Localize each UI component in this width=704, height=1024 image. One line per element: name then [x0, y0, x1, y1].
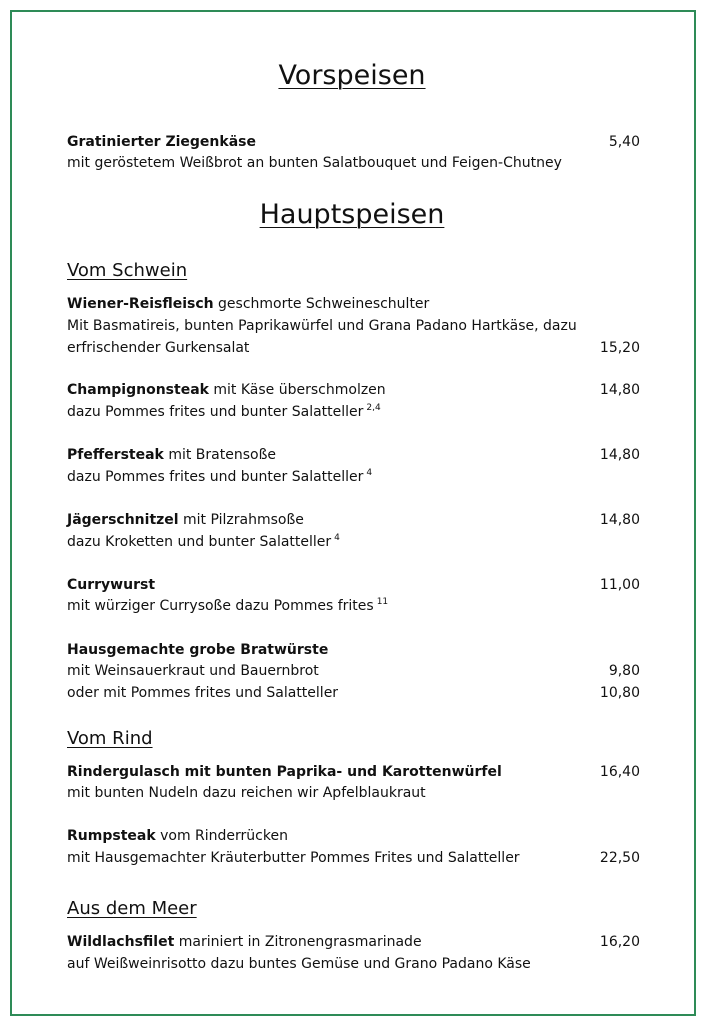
item-description: oder mit Pommes frites und Salatteller 10,80: [67, 685, 640, 701]
item-price: 16,20: [599, 934, 640, 950]
item-price: 16,40: [599, 764, 640, 780]
item-description: dazu Kroketten und bunter Salatteller $^4$: [67, 533, 340, 550]
item-price: 14,80: [599, 382, 640, 398]
item-name: Jägerschnitzel: [67, 512, 179, 528]
allergen-note: 11: [376, 597, 389, 607]
item-name-suffix: geschmorte Schweineschulter: [213, 296, 430, 312]
menu-item-pfeffersteak: [67, 445, 640, 465]
item-description: dazu Pommes frites und bunter Salatteller $^4$: [67, 468, 373, 485]
item-name-suffix: mit Pilzrahmsoße: [178, 512, 304, 528]
item-description: dazu Pommes frites und bunter Salatteller $^{2,4}$: [67, 403, 381, 420]
menu-item-currywurst: [67, 575, 640, 595]
item-name: Rindergulasch mit bunten Paprika- und Karottenwürfel: [67, 764, 502, 780]
item-description: mit Hausgemachter Kräuterbutter Pommes Frites und Salatteller 22,50: [67, 850, 640, 866]
item-description: mit Weinsauerkraut und Bauernbrot 9,80: [67, 663, 640, 679]
item-price: 14,80: [599, 447, 640, 463]
item-name-suffix: mit Käse überschmolzen: [208, 382, 386, 398]
menu-item-bratwurst: [67, 640, 640, 660]
item-price: 11,00: [599, 577, 640, 593]
item-name: Currywurst: [67, 577, 156, 593]
menu-item-ziegenkaese: [67, 132, 640, 152]
item-price: 15,20: [599, 340, 640, 356]
subsection-title-schwein: Vom Schwein: [67, 260, 188, 281]
section-title-hauptspeisen: Hauptspeisen: [259, 199, 445, 230]
item-name-suffix: mit Bratensoße: [163, 447, 276, 463]
item-description: auf Weißweinrisotto dazu buntes Gemüse und Grano Padano Käse: [67, 956, 531, 972]
item-price: 10,80: [599, 685, 640, 701]
menu-item-jaegerschnitzel: [67, 510, 640, 530]
item-name-suffix: mariniert in Zitronengrasmarinade: [174, 934, 422, 950]
item-name: Champignonsteak: [67, 382, 209, 398]
section-title-vorspeisen: Vorspeisen: [278, 60, 426, 91]
allergen-note: 2,4: [366, 403, 381, 413]
menu-item-rumpsteak: [67, 826, 640, 846]
item-name-suffix: vom Rinderrücken: [155, 828, 288, 844]
item-description: mit würziger Currysoße dazu Pommes frites $^{11}$: [67, 597, 389, 614]
menu-item-champignonsteak: [67, 380, 640, 400]
menu-item-reisfleisch: [67, 294, 640, 314]
item-name: Gratinierter Ziegenkäse: [67, 134, 256, 150]
allergen-note: 4: [334, 533, 340, 543]
item-price: 9,80: [608, 663, 640, 679]
item-description: erfrischender Gurkensalat 15,20: [67, 340, 640, 356]
item-name: Rumpsteak: [67, 828, 156, 844]
item-name: Hausgemachte grobe Bratwürste: [67, 642, 329, 658]
item-price: 5,40: [608, 134, 640, 150]
item-description: Mit Basmatireis, bunten Paprikawürfel und Grana Padano Hartkäse, dazu: [67, 318, 577, 334]
subsection-title-rind: Vom Rind: [67, 728, 153, 749]
item-name: Wildlachsfilet: [67, 934, 175, 950]
item-name: Pfeffersteak: [67, 447, 164, 463]
menu-item-wildlachsfilet: [67, 932, 640, 952]
item-name: Wiener-Reisfleisch: [67, 296, 214, 312]
item-price: 22,50: [599, 850, 640, 866]
item-description: mit bunten Nudeln dazu reichen wir Apfelblaukraut: [67, 785, 426, 801]
subsection-title-meer: Aus dem Meer: [67, 898, 197, 919]
item-price: 14,80: [599, 512, 640, 528]
allergen-note: 4: [366, 468, 373, 478]
item-description: mit geröstetem Weißbrot an bunten Salatbouquet und Feigen-Chutney: [67, 155, 562, 171]
menu-item-rindergulasch: [67, 762, 640, 782]
